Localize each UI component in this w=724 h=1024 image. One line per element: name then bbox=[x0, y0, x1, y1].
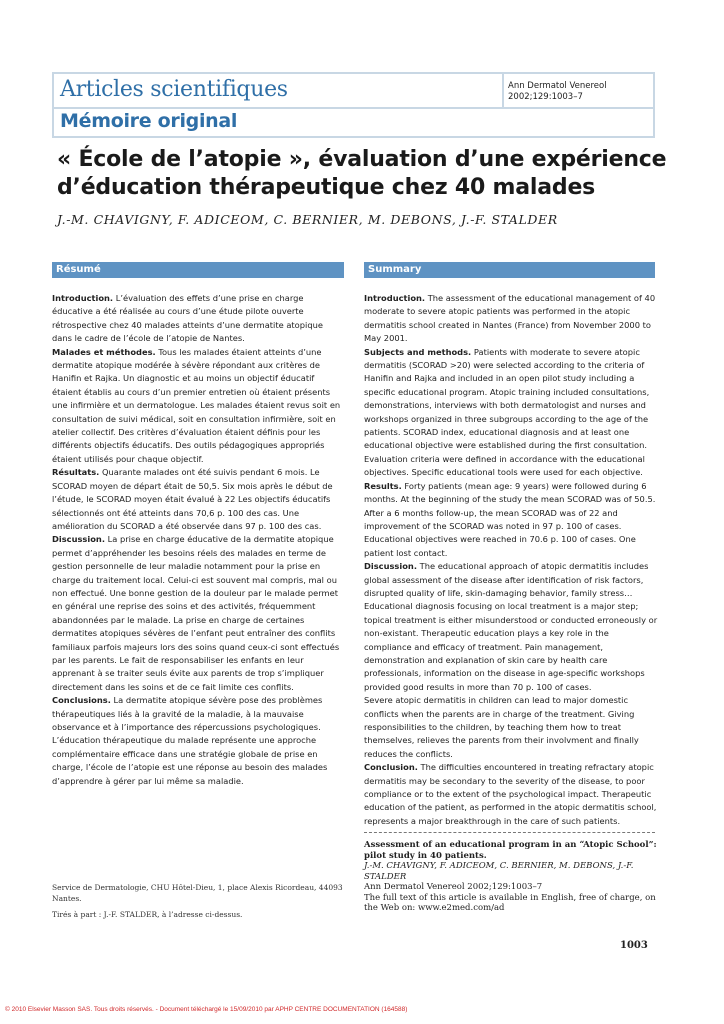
section-title: Articles scientifiques bbox=[60, 77, 288, 102]
summary-column bbox=[364, 292, 658, 828]
resume-column bbox=[52, 292, 344, 788]
copyright-notice: © 2010 Elsevier Masson SAS. Tous droits réservés. - Document téléchargé le 15/09/2010 par APHP CENTRE DOCUMENTATION (164588) bbox=[5, 1006, 408, 1013]
summary-methods: Subjects and methods. Patients with moderate to severe atopic dermatitis (SCORAD >20) were selected according to the criteria of Hanifin and Rajka and included in an open pilot study including a specific educational program. Atopic training included consultations, demonstrations, interviews with both dermatologist and nurses and workshops organized in three subgroups according to the age of the patients. SCORAD index, educational diagnosis and at least one educational objective were established during the first consultation. Evaluation criteria were defined in accordance with the educational objectives. Specific educational tools were used for each objective. bbox=[364, 346, 650, 478]
affiliation-footnote: Service de Dermatologie, CHU Hôtel-Dieu, 1, place Alexis Ricordeau, 44093 Nantes. bbox=[52, 883, 343, 903]
resume-conclusions: Conclusions. La dermatite atopique sévère pose des problèmes thérapeutiques liés à la gravité de la maladie, à la mauvaise observance et à l’importance des répercussions psychologiques. L’éducation thérapeutique du malade représente une approche complémentaire efficace dans une stratégie globale de prise en charge, l’école de l’atopie est une réponse au besoin des malades d’apprendre à gérer par lui même sa maladie. bbox=[52, 695, 328, 786]
header-divider-horizontal bbox=[54, 107, 653, 109]
article-title-line-2: d’éducation thérapeutique chez 40 malades bbox=[57, 175, 596, 200]
section-header bbox=[52, 72, 655, 138]
dashed-divider bbox=[364, 832, 655, 833]
journal-reference bbox=[508, 81, 607, 103]
summary-discussion-continued: Severe atopic dermatitis in children can lead to major domestic conflicts when the parents are in charge of the treatment. Giving responsibilities to the children, by teaching them how to treat themselves, relieves the parents from their involvment and finally reduces the conflicts. bbox=[364, 695, 639, 759]
summary-heading: Summary bbox=[364, 262, 655, 278]
resume-heading: Résumé bbox=[52, 262, 344, 278]
resume-results: Résultats. Quarante malades ont été suivis pendant 6 mois. Le SCORAD moyen de départ était de 50,5. Six mois après le début de l’étude, le SCORAD moyen était évalué à 22 Les objectifs éducatifs sélectionnés ont été atteints dans 70,6 p. 100 des cas. Une amélioration du SCORAD a été observée dans 97 p. 100 des cas. bbox=[52, 467, 333, 531]
english-citation: Ann Dermatol Venereol 2002;129:1003–7 bbox=[364, 882, 543, 892]
journal-volume: 2002;129:1003–7 bbox=[508, 92, 583, 102]
reprints-footnote: Tirés à part : J.-F. STALDER, à l’adresse ci-dessus. bbox=[52, 910, 243, 919]
page-number: 1003 bbox=[620, 940, 648, 951]
english-title: Assessment of an educational program in an “Atopic School”: pilot study in 40 patients. bbox=[364, 840, 657, 861]
article-authors: J.-M. CHAVIGNY, F. ADICEOM, C. BERNIER, M. DEBONS, J.-F. STALDER bbox=[57, 212, 558, 227]
header-divider-vertical bbox=[502, 74, 504, 107]
resume-discussion: Discussion. La prise en charge éducative de la dermatite atopique permet d’appréhender les besoins réels des malades en terme de gestion personnelle de leur maladie notamment pour la prise en charge du traitement local. Celui-ci est souvent mal compris, mal ou non effectué. Une bonne gestion de la douleur par le malade permet en général une reprise des soins et des activités, fréquemment abandonnées par le malade. La prise en charge de certaines dermatites atopiques sévères de l’enfant peut entraîner des conflits familiaux parfois majeurs lors des soins quand ceux-ci sont effectués par les parents. Le fait de responsabiliser les enfants en leur apprenant à se traiter seuls évite aux parents de trop s’impliquer directement dans les soins et de ce fait limite ces conflits. bbox=[52, 534, 340, 692]
section-subtitle: Mémoire original bbox=[60, 110, 238, 132]
journal-name: Ann Dermatol Venereol bbox=[508, 81, 607, 91]
summary-discussion: Discussion. The educational approach of atopic dermatitis includes global assessment of the disease after identification of risk factors, disrupted quality of life, skin-damaging behavior, family stress… Educational diagnosis focusing on local treatment is a major step; topical treatment is either misunderstood or conducted erroneously or non-existant. Therapeutic education plays a key role in the compliance and efficacy of treatment. Pain management, demonstration and explanation of skin care by health care professionals, information on the disease in age-specific workshops provided good results in more than 70 p. 100 of cases. bbox=[364, 561, 658, 692]
english-availability: The full text of this article is available in English, free of charge, on the Web on: www.e2med.com/ad bbox=[364, 892, 656, 913]
article-title-line-1: « École de l’atopie », évaluation d’une expérience bbox=[57, 147, 667, 172]
summary-introduction: Introduction. The assessment of the educational management of 40 moderate to severe atopic patients was performed in the atopic dermatitis school created in Nantes (France) from November 2000 to May 2001. bbox=[364, 293, 656, 344]
article-title bbox=[57, 146, 677, 202]
summary-conclusion: Conclusion. The difficulties encountered in treating refractary atopic dermatitis may be secondary to the severity of the disease, to poor compliance or to the extent of the psychological impact. Therapeutic education of the patient, as performed in the atopic dermatitis school, represents a major breakthrough in the care of such patients. bbox=[364, 762, 657, 826]
resume-introduction: Introduction. L’évaluation des effets d’une prise en charge éducative a été réalisée au cours d’une étude pilote ouverte rétrospective chez 40 malades atteints d’une dermatite atopique dans le cadre de l’école de l’atopie de Nantes. bbox=[52, 293, 323, 344]
english-reference-block bbox=[364, 840, 658, 914]
resume-methods: Malades et méthodes. Tous les malades étaient atteints d’une dermatite atopique modérée à sévère répondant aux critères de Hanifin et Rajka. Un diagnostic et au moins un objectif éducatif étaient établis au cours d’un premier entretien où étaient présents une infirmière et un dermatologue. Les malades étaient revus soit en consultation de suivi médical, soit en consultation infirmière, soit en atelier collectif. Des critères d’évaluation étaient définis pour les différents objectifs éducatifs. Des outils pédagogiques appropriés étaient utilisés pour chaque objectif. bbox=[52, 346, 341, 464]
english-authors: J.-M. CHAVIGNY, F. ADICEOM, C. BERNIER, M. DEBONS, J.-F. STALDER bbox=[364, 861, 634, 882]
summary-results: Results. Forty patients (mean age: 9 years) were followed during 6 months. At the beginning of the study the mean SCORAD was of 50.5. After a 6 months follow-up, the mean SCORAD was of 22 and improvement of the SCORAD was noted in 97 p. 100 of cases. Educational objectives were reached in 70.6 p. 100 of cases. One patient lost contact. bbox=[364, 480, 656, 558]
